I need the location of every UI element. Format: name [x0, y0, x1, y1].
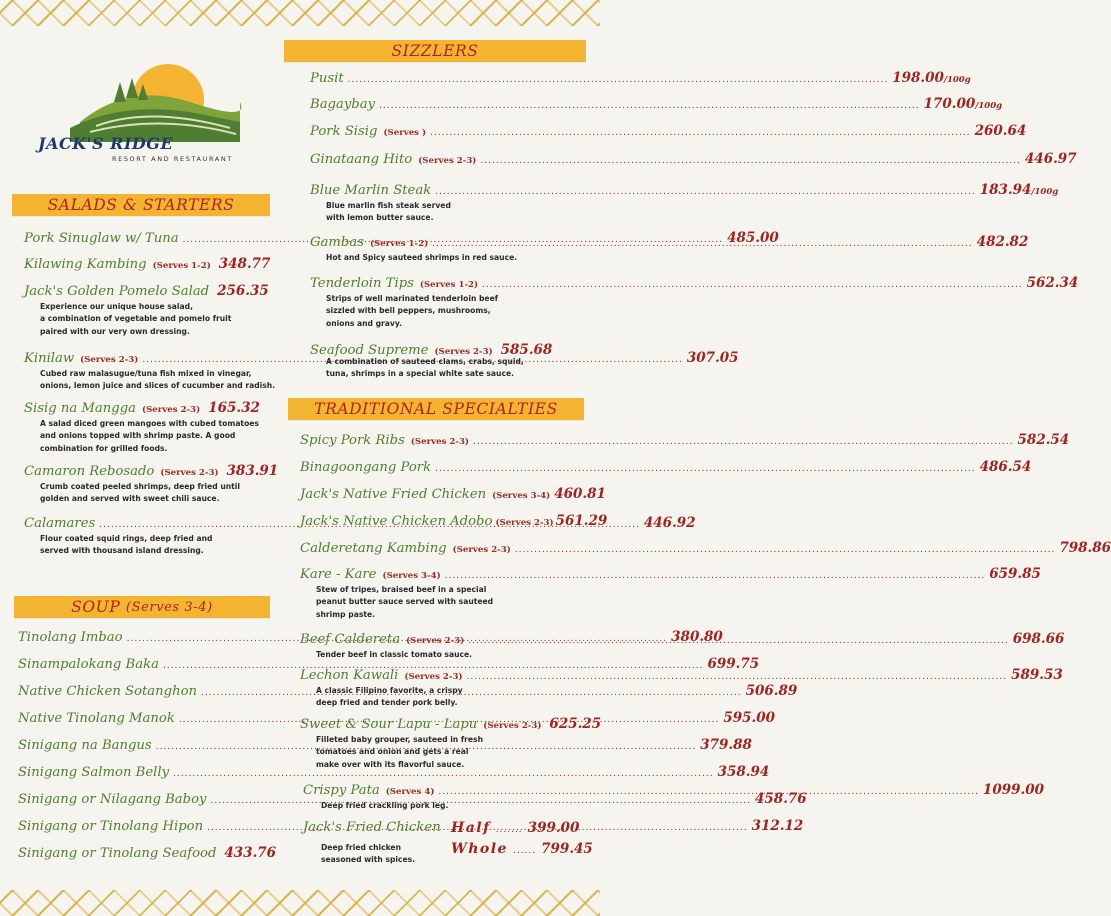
half-label: Half: [451, 820, 491, 836]
fried-chicken-item: [303, 820, 593, 870]
menu-item: [310, 342, 553, 381]
item-name: Crispy Pata: [303, 783, 380, 798]
item-description: [24, 418, 259, 455]
desc-line: seasoned with spices.: [321, 855, 416, 865]
item-price: 1099.00: [982, 782, 1044, 798]
item-description: [303, 800, 571, 812]
item-name: Spicy Pork Ribs: [300, 433, 405, 448]
desc-line: Hot and Spicy sauteed shrimps in red sauce.: [326, 253, 518, 262]
menu-item: [310, 123, 1027, 139]
item-name: Jack's Native Fried Chicken: [300, 487, 487, 502]
item-price: 698.66: [1012, 631, 1065, 647]
item-name: Pusit: [310, 71, 344, 86]
item-price: 485.00: [727, 230, 779, 246]
item-price: 380.80: [671, 629, 723, 645]
item-description: [310, 356, 545, 381]
menu-item: [300, 540, 1111, 556]
item-description: [24, 481, 259, 506]
logo-brand-name: JACK'S RIDGE: [38, 134, 174, 153]
item-description: [310, 200, 572, 225]
menu-item: [300, 566, 1041, 621]
item-serves: (Serves 1-2): [369, 239, 429, 249]
item-serves: (Serves 2-3): [142, 405, 201, 415]
item-price: 460.81: [554, 486, 606, 502]
item-serves: (Serves 2-3): [406, 636, 465, 646]
item-price: 582.54: [1017, 432, 1070, 448]
whole-price: 799.45: [541, 841, 593, 857]
traditional-header-label: TRADITIONAL SPECIALTIES: [314, 400, 558, 418]
item-name: Sinigang na Bangus: [18, 738, 152, 753]
item-price: 433.76: [224, 845, 277, 861]
item-serves: (Serves 2-3): [452, 545, 511, 555]
soup-header: [14, 596, 270, 618]
desc-line: Deep fried crackling pork leg.: [321, 801, 449, 810]
menu-item: [310, 96, 1003, 112]
menu-item: [24, 256, 271, 272]
menu-item: [24, 463, 279, 506]
item-price: 458.76: [755, 791, 807, 807]
item-name: Sweet & Sour Lapu - Lapu: [300, 717, 478, 732]
desc-line: Blue marlin fish steak served: [326, 201, 451, 210]
item-description: [321, 842, 415, 867]
item-unit: /100g: [1031, 187, 1059, 197]
item-price: 198.00: [892, 70, 944, 86]
item-name: Native Chicken Sotanghon: [18, 684, 198, 699]
menu-item: [24, 283, 269, 338]
item-price: 699.75: [707, 656, 760, 672]
desc-line: with lemon butter sauce.: [326, 213, 434, 223]
item-price: 625.25: [549, 716, 602, 732]
salads-header-label: SALADS & STARTERS: [47, 196, 235, 214]
desc-line: tomatoes and onion and gets a real: [316, 747, 469, 757]
item-price: 595.00: [723, 710, 776, 726]
item-description: [300, 734, 578, 771]
item-name: Jack's Fried Chicken: [303, 820, 441, 835]
item-name: Native Tinolang Manok: [18, 711, 175, 726]
soup-header-label: SOUP: [71, 598, 121, 616]
desc-line: and onions topped with shrimp paste. A good: [40, 431, 236, 441]
item-name: Seafood Supreme: [310, 343, 429, 358]
menu-item: [18, 845, 277, 861]
menu-item: [24, 400, 259, 455]
item-serves: (Serves 3-4): [382, 571, 441, 581]
desc-line: combination for grilled foods.: [40, 443, 168, 453]
item-name: Sinigang or Tinolang Seafood: [18, 846, 217, 861]
item-price: 589.53: [1011, 667, 1063, 683]
sizzlers-header: [284, 40, 586, 62]
restaurant-logo: [30, 62, 245, 172]
desc-line: tuna, shrimps in a special white sate sauce.: [326, 369, 514, 379]
desc-line: Deep fried chicken: [321, 843, 401, 852]
traditional-header: [288, 398, 584, 420]
desc-line: Filleted baby grouper, sauteed in fresh: [316, 735, 483, 744]
item-name: Calamares: [24, 516, 96, 531]
item-price: 307.05: [686, 350, 739, 366]
item-price: 379.88: [700, 737, 752, 753]
item-price: 561.29: [555, 513, 608, 529]
desc-line: A classic Filipino favorite, a crispy: [316, 686, 463, 695]
item-serves: (Serves ): [383, 128, 427, 138]
item-name: Kare - Kare: [300, 567, 377, 582]
half-price: 399.00: [527, 820, 580, 836]
logo-subtitle: RESORT AND RESTAURANT: [112, 155, 233, 163]
item-name: Sinigang or Tinolang Hipon: [18, 819, 204, 834]
item-serves: (Serves 2-3): [404, 672, 463, 682]
item-description: [24, 368, 276, 393]
item-price: 165.32: [208, 400, 260, 416]
item-name: Lechon Kawali: [300, 668, 399, 683]
desc-line: golden and served with sweet chili sauce.: [40, 494, 220, 504]
desc-line: Crumb coated peeled shrimps, deep fried until: [40, 482, 241, 491]
item-price: 659.85: [989, 566, 1041, 582]
item-name: Calderetang Kambing: [300, 541, 447, 556]
item-name: Pork Sisig: [310, 124, 378, 139]
desc-line: make over with its flavorful sauce.: [316, 759, 465, 769]
desc-line: A salad diced green mangoes with cubed tomatoes: [40, 419, 259, 428]
desc-line: sizzled with bell peppers, mushrooms,: [326, 306, 491, 316]
item-unit: /100g: [943, 75, 971, 85]
item-serves: (Serves 1-2): [152, 261, 211, 271]
item-description: [310, 252, 545, 264]
bottom-border-pattern: [0, 890, 600, 916]
item-name: Bagaybay: [310, 97, 376, 112]
sizzlers-header-label: SIZZLERS: [391, 42, 479, 60]
item-price: 482.82: [976, 234, 1029, 250]
item-name: Ginataang Hito: [310, 152, 413, 167]
item-description: [24, 301, 259, 338]
menu-item: [18, 656, 760, 672]
item-name: Kinilaw: [24, 351, 75, 366]
soup-header-serves: (Serves 3-4): [125, 599, 213, 615]
item-serves: (Serves 2-3): [434, 347, 493, 357]
item-name: Camaron Rebosado: [24, 464, 155, 479]
menu-item: [310, 70, 971, 86]
item-price: 486.54: [979, 459, 1032, 475]
item-serves: (Serves 4): [385, 787, 435, 797]
item-name: Beef Caldereta: [300, 632, 401, 647]
item-price: 506.89: [745, 683, 798, 699]
item-description: [24, 533, 259, 558]
item-price: 446.92: [643, 515, 696, 531]
desc-line: Flour coated squid rings, deep fried and: [40, 534, 213, 543]
salads-header: [12, 194, 270, 216]
item-description: [300, 649, 578, 661]
logo-emblem-icon: [60, 62, 240, 142]
menu-item: [300, 459, 1032, 475]
menu-item: [310, 151, 1077, 167]
item-name: Tinolang Imbao: [18, 630, 123, 645]
item-name: Tenderloin Tips: [310, 276, 414, 291]
item-serves: (Serves 2-3): [495, 518, 554, 528]
desc-line: onions, lemon juice and slices of cucumber and radish.: [40, 381, 276, 391]
item-price: 312.12: [751, 818, 804, 834]
desc-line: Cubed raw malasugue/tuna fish mixed in vinegar,: [40, 369, 252, 378]
item-serves: (Serves 2-3): [483, 721, 542, 731]
item-name: Kilawing Kambing: [24, 257, 147, 272]
item-price: 585.68: [500, 342, 553, 358]
item-price: 798.86: [1059, 540, 1111, 556]
desc-line: a combination of vegetable and pomelo fruit: [40, 314, 232, 324]
desc-line: paired with our very own dressing.: [40, 326, 190, 336]
item-price: 183.94: [979, 182, 1032, 198]
item-price: 256.35: [217, 283, 269, 299]
desc-line: shrimp paste.: [316, 609, 376, 619]
item-price: 348.77: [218, 256, 271, 272]
menu-item: [310, 182, 1059, 225]
item-name: Jack's Golden Pomelo Salad: [24, 284, 210, 299]
menu-item: [310, 275, 1079, 330]
top-border-pattern: [0, 0, 600, 26]
desc-line: A combination of sauteed clams, crabs, squid,: [326, 357, 524, 366]
item-serves: (Serves 1-2): [419, 280, 479, 290]
item-price: 562.34: [1026, 275, 1079, 291]
desc-line: Tender beef in classic tomato sauce.: [316, 650, 473, 659]
item-name: Gambas: [310, 235, 364, 250]
desc-line: served with thousand island dressing.: [40, 546, 204, 556]
item-price: 446.97: [1024, 151, 1077, 167]
item-price: 260.64: [974, 123, 1027, 139]
item-name: Sinigang Salmon Belly: [18, 765, 170, 780]
item-description: [300, 584, 578, 621]
item-name: Pork Sinuglaw w/ Tuna: [24, 231, 179, 246]
item-name: Binagoongang Pork: [300, 460, 432, 475]
half-price-row: Half ....... 399.00: [451, 820, 580, 836]
item-description: [300, 685, 578, 710]
item-name: Sisig na Mangga: [24, 401, 137, 416]
item-unit: /100g: [975, 101, 1003, 111]
menu-item: [300, 432, 1070, 448]
whole-label: Whole: [451, 841, 508, 857]
desc-line: Strips of well marinated tenderloin beef: [326, 294, 499, 303]
item-name: Blue Marlin Steak: [310, 183, 432, 198]
item-serves: (Serves 2-3): [160, 468, 219, 478]
item-name: Sinigang or Nilagang Baboy: [18, 792, 207, 807]
item-serves: (Serves 2-3): [80, 355, 139, 365]
desc-line: peanut butter sauce served with sauteed: [316, 597, 494, 607]
item-serves: (Serves 2-3): [418, 156, 477, 166]
item-price: 383.91: [226, 463, 279, 479]
item-serves: (Serves 3-4): [492, 491, 551, 501]
menu-item: [300, 716, 602, 771]
item-description: [310, 293, 545, 330]
desc-line: Experience our unique house salad,: [40, 302, 193, 311]
desc-line: Stew of tripes, braised beef in a special: [316, 585, 487, 594]
item-price: 358.94: [717, 764, 770, 780]
menu-item: [300, 486, 606, 502]
desc-line: onions and gravy.: [326, 318, 403, 328]
item-price: 170.00: [923, 96, 976, 112]
whole-price-row: Whole ...... 799.45: [451, 841, 593, 857]
item-name: Sinampalokang Baka: [18, 657, 159, 672]
item-serves: (Serves 2-3): [410, 437, 469, 447]
desc-line: deep fried and tender pork belly.: [316, 698, 458, 708]
item-name: Jack's Native Chicken Adobo: [300, 514, 493, 529]
menu-item: [300, 513, 608, 529]
